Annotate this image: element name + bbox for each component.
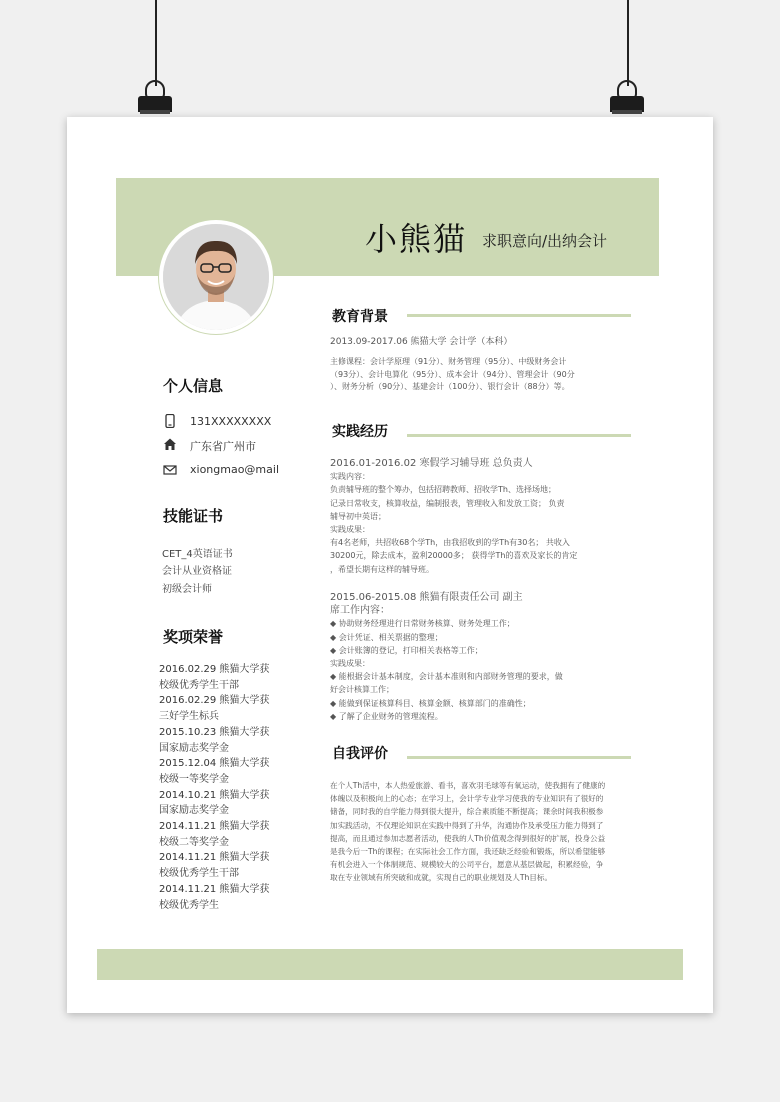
award-line: 2014.10.21 熊猫大学获: [159, 789, 270, 801]
course-list: [330, 356, 575, 394]
course-line: （93分）、会计电算化（95分）、成本会计（94分）、管理会计（90分: [330, 369, 575, 379]
award-line: 2016.02.29 熊猫大学获: [159, 695, 270, 707]
award-line: 2016.02.29 熊猫大学获: [159, 664, 270, 675]
hanging-string-right: [627, 0, 629, 86]
awards-heading: 奖项荣誉: [163, 628, 224, 646]
awards-list: [159, 662, 284, 913]
award-line: 三好学生标兵: [159, 711, 219, 723]
award-line: 校级一等奖学金: [159, 773, 229, 785]
job-line: 记录日常收支，核算收益，编制报表，管理收入和发放工资； 负责: [330, 498, 565, 508]
section-divider: [407, 756, 631, 759]
person-photo-icon: [163, 224, 269, 330]
award-line: 校级优秀学生干部: [159, 679, 239, 691]
job-line: 有4名老师，共招收68个学Th，由我招收到的学Th有30名； 共收入: [330, 538, 570, 548]
mail-icon: [163, 463, 177, 477]
practice-job-2: [330, 591, 622, 723]
practice-heading: 实践经历: [332, 424, 388, 440]
skill-item: CET_4英语证书: [162, 549, 233, 560]
resume-paper: [67, 117, 713, 1013]
hanging-string-left: [155, 0, 157, 86]
award-line: 校级二等奖学金: [159, 836, 229, 848]
education-heading: 教育背景: [332, 309, 388, 325]
email: xiongmao@mail: [190, 463, 280, 476]
footer-band: [97, 949, 683, 980]
practice-job-1: [330, 457, 622, 576]
job-line: 好会计核算工作；: [330, 685, 394, 695]
award-line: 2014.11.21 熊猫大学获: [159, 883, 270, 895]
job-target: 求职意向/出纳会计: [482, 232, 608, 250]
phone-icon: [163, 414, 177, 428]
award-line: 2015.10.23 熊猫大学获: [159, 726, 270, 738]
job-line: ◆ 会计凭证、相关票据的整理；: [330, 632, 443, 642]
award-line: 国家励志奖学金: [159, 805, 229, 817]
job-line: 负责辅导班的整个筹办，包括招聘教师、招收学Th、选择场地；: [330, 485, 556, 495]
job-line: ◆ 能做到保证核算科目、核算金额、核算部门的准确性；: [330, 698, 531, 708]
job-2-title: 2015.06-2015.08 熊猫有限责任公司 副主: [330, 592, 523, 603]
home-icon: [163, 437, 177, 451]
self-eval-heading: 自我评价: [332, 746, 388, 762]
award-line: 国家励志奖学金: [159, 742, 229, 754]
job-line: 辅导初中英语；: [330, 511, 386, 521]
candidate-name: 小熊猫: [365, 220, 468, 258]
job-line: 30200元，除去成本，盈利20000多； 获得学Th的喜欢及家长的肯定: [330, 551, 578, 561]
skill-item: 会计从业资格证: [162, 566, 232, 577]
job-line: 实践内容：: [330, 472, 370, 482]
course-line: ）、财务分析（90分）、基建会计（100分）、银行会计（88分）等。: [330, 382, 570, 391]
avatar: [159, 220, 273, 334]
job-1-title: 2016.01-2016.02 寒假学习辅导班 总负责人: [330, 458, 533, 469]
award-line: 2014.11.21 熊猫大学获: [159, 821, 270, 833]
course-line: 主修课程：会计学原理（91分）、财务管理（95分）、中级财务会计: [330, 357, 567, 366]
section-divider: [407, 314, 631, 317]
job-line: 实践成果：: [330, 525, 370, 535]
self-eval-text: 在个人Th活中，本人热爱旅游、看书，喜欢羽毛球等有氧运动，使我拥有了健康的体魄以及积极向上的心态；在学习上，会计学专业学习使我的专业知识有了很好的储备，同时我的自学能力得到很大提升，综合素质能不断提高；课余时间我积极参加实践活动，不仅理论知识在实践中得到了升华，沟通协作及承受压力能力得到了提高，而且通过参加志愿者活动，使我的人Th价值观念得到很好的扩展，投身公益是我今后一Th的课程；在实际社会工作方面，我还缺乏经验和锻炼，所以希望能够有机会进入一个体制规范、规模较大的公司平台，愿意从基层做起，积累经验，争取在专业领域有所突破和成就，实现自己的职业规划及人Th目标。: [330, 781, 606, 883]
skill-item: 初级会计师: [162, 584, 212, 595]
address: 广东省广州市: [190, 440, 256, 453]
award-line: 校级优秀学生: [159, 899, 219, 911]
job-line: ，希望长期有这样的辅导班。: [330, 564, 434, 574]
award-line: 校级优秀学生干部: [159, 868, 239, 880]
section-divider: [407, 434, 631, 437]
award-line: 2015.12.04 熊猫大学获: [159, 758, 270, 770]
job-line: ◆ 了解了企业财务的管理流程。: [330, 711, 443, 721]
job-line: ◆ 能根据会计基本制度，会计基本准则和内部财务管理的要求，做: [330, 672, 563, 682]
job-line: ◆ 会计账簿的登记，打印相关表格等工作；: [330, 645, 483, 655]
education-line: 2013.09-2017.06 熊猫大学 会计学（本科）: [330, 337, 513, 347]
job-line: ◆ 协助财务经理进行日常财务核算、财务处理工作；: [330, 619, 515, 629]
phone-number: 131XXXXXXXX: [190, 415, 272, 428]
award-line: 2014.11.21 熊猫大学获: [159, 852, 270, 864]
skills-heading: 技能证书: [163, 507, 224, 525]
job-2-title-cont: 席工作内容：: [330, 605, 390, 617]
job-line: 实践成果：: [330, 659, 370, 669]
personal-info-heading: 个人信息: [163, 377, 224, 395]
